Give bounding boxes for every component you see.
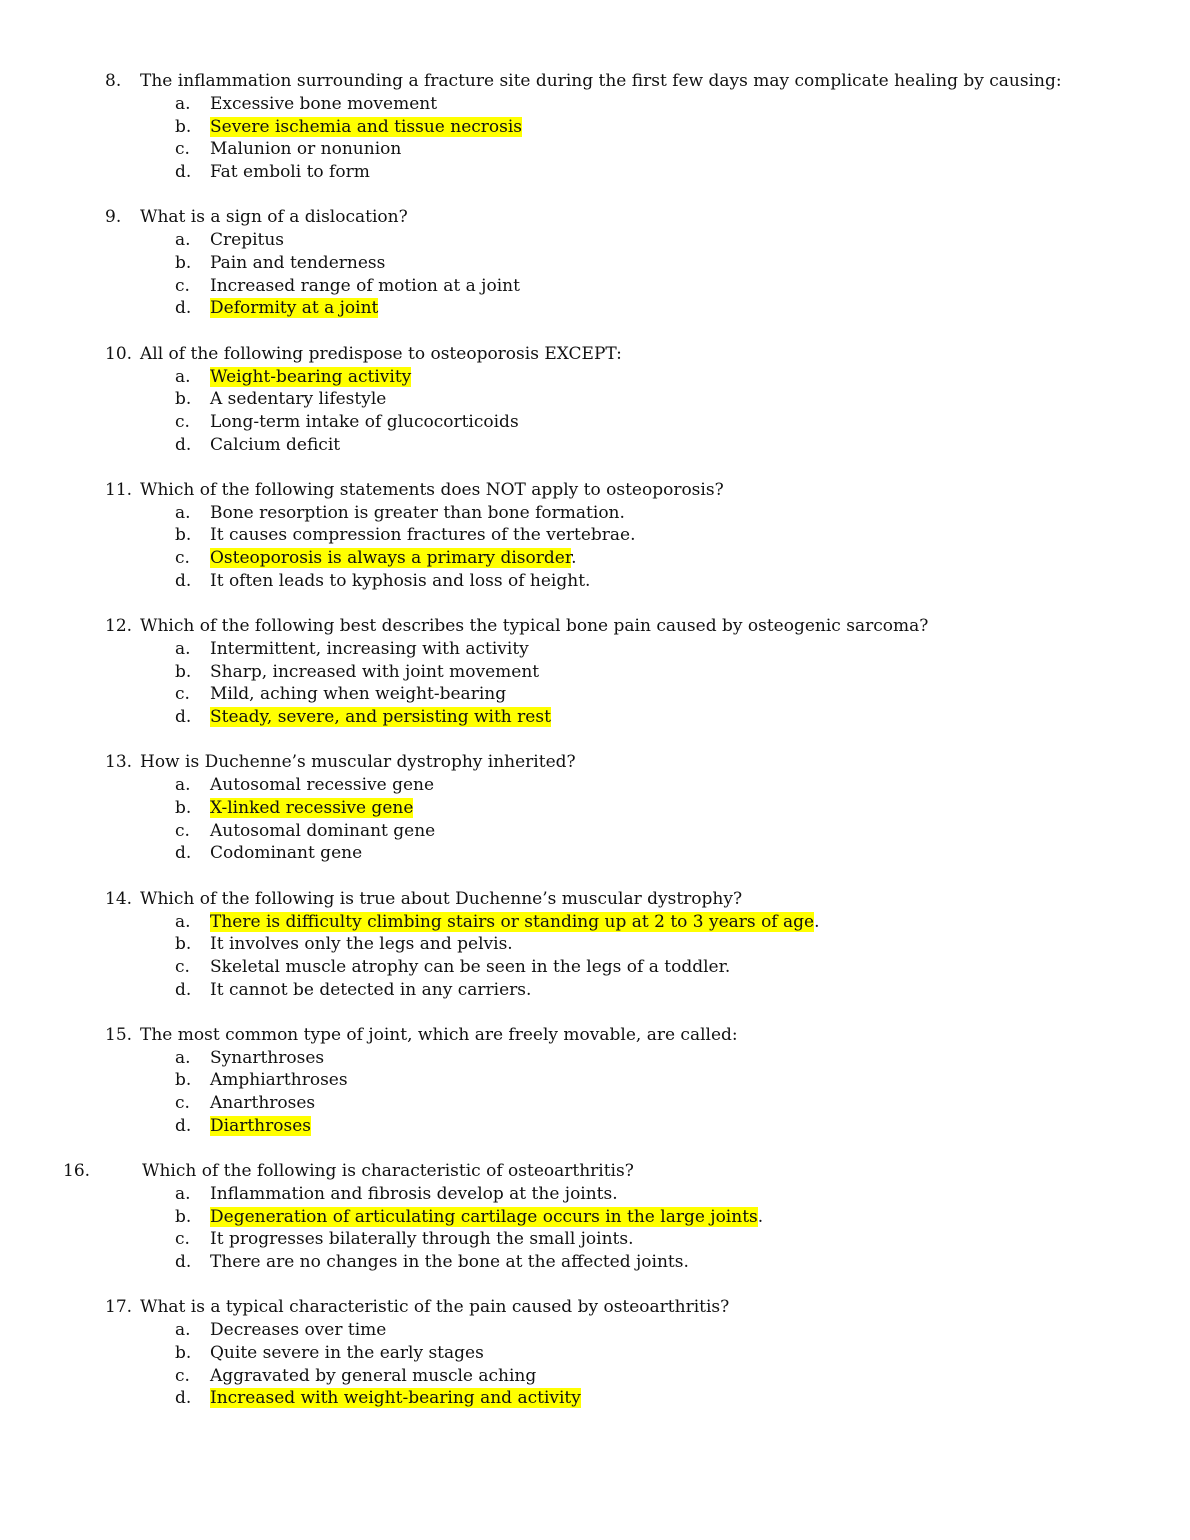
highlighted-answer-text: Steady, severe, and persisting with rest bbox=[210, 707, 551, 728]
option-text-wrap bbox=[210, 138, 401, 161]
highlighted-answer-text: Weight-bearing activity bbox=[210, 366, 412, 387]
option-text-wrap bbox=[210, 1365, 536, 1388]
highlighted-answer-text: Osteoporosis is always a primary disorder bbox=[210, 548, 572, 569]
option-text-tail: . bbox=[571, 548, 577, 569]
question-line bbox=[0, 751, 1190, 774]
answer-option bbox=[0, 297, 1190, 320]
answer-option bbox=[0, 820, 1190, 843]
question-text: Which of the following is true about Duchenne’s muscular dystrophy? bbox=[140, 888, 743, 909]
option-text: Anarthroses bbox=[210, 1093, 316, 1114]
question-block bbox=[0, 1296, 1190, 1410]
question-block bbox=[0, 206, 1190, 320]
option-text-wrap bbox=[210, 1047, 324, 1070]
answer-option bbox=[0, 116, 1190, 139]
answer-option bbox=[0, 434, 1190, 457]
option-letter: a. bbox=[175, 1047, 191, 1068]
option-letter: a. bbox=[175, 502, 191, 523]
option-text: Excessive bone movement bbox=[210, 94, 438, 114]
option-text: Long-term intake of glucocorticoids bbox=[210, 411, 519, 432]
option-letter: c. bbox=[175, 275, 190, 296]
option-letter: c. bbox=[175, 139, 190, 160]
option-letter: b. bbox=[175, 389, 192, 410]
option-letter: b. bbox=[175, 661, 192, 682]
option-text-wrap bbox=[210, 411, 519, 434]
question-block bbox=[0, 343, 1190, 457]
option-text: Decreases over time bbox=[210, 1320, 387, 1341]
question-number: 10. bbox=[105, 343, 133, 364]
option-text-wrap bbox=[210, 706, 551, 729]
question-text: All of the following predispose to osteoporosis EXCEPT: bbox=[140, 343, 622, 364]
highlighted-answer-text: There is difficulty climbing stairs or standing up at 2 to 3 years of age bbox=[210, 911, 815, 932]
option-letter: b. bbox=[175, 797, 192, 818]
question-block bbox=[0, 1160, 1190, 1274]
option-letter: d. bbox=[175, 162, 192, 183]
answer-option bbox=[0, 1387, 1190, 1410]
option-text: Sharp, increased with joint movement bbox=[210, 661, 540, 682]
option-text: Fat emboli to form bbox=[210, 162, 370, 183]
option-letter: a. bbox=[175, 1184, 191, 1204]
question-block bbox=[0, 888, 1190, 1002]
option-letter: d. bbox=[175, 1115, 192, 1136]
option-text: Autosomal recessive gene bbox=[210, 775, 435, 796]
answer-option bbox=[0, 842, 1190, 865]
option-letter: d. bbox=[175, 843, 192, 864]
question-text: Which of the following best describes the typical bone pain caused by osteogenic sarcoma? bbox=[140, 616, 929, 636]
option-letter: c. bbox=[175, 1229, 190, 1250]
option-text: Autosomal dominant gene bbox=[210, 820, 436, 841]
option-text: Inflammation and fibrosis develop at the joints. bbox=[210, 1184, 618, 1204]
option-text-wrap bbox=[210, 524, 636, 547]
option-text: Codominant gene bbox=[210, 843, 363, 864]
option-letter: b. bbox=[175, 252, 192, 273]
option-letter: c. bbox=[175, 820, 190, 841]
option-text-wrap bbox=[210, 252, 385, 275]
option-text-wrap bbox=[210, 956, 730, 979]
question-block bbox=[0, 615, 1190, 729]
option-text-wrap bbox=[210, 116, 522, 139]
option-text-wrap bbox=[210, 842, 362, 865]
option-letter: c. bbox=[175, 411, 190, 432]
answer-option bbox=[0, 911, 1190, 934]
option-text: Crepitus bbox=[210, 230, 285, 251]
option-text: It involves only the legs and pelvis. bbox=[210, 934, 513, 955]
answer-option bbox=[0, 366, 1190, 389]
option-letter: d. bbox=[175, 434, 192, 455]
option-text: Mild, aching when weight-bearing bbox=[210, 684, 507, 705]
option-text-wrap bbox=[210, 297, 378, 320]
answer-option bbox=[0, 502, 1190, 525]
answer-option bbox=[0, 1206, 1190, 1229]
option-text: A sedentary lifestyle bbox=[210, 389, 387, 410]
option-letter: b. bbox=[175, 116, 192, 137]
option-text-wrap bbox=[210, 1069, 348, 1092]
option-letter: d. bbox=[175, 298, 192, 319]
question-number: 13. bbox=[105, 752, 133, 773]
question-text: Which of the following is characteristic of osteoarthritis? bbox=[142, 1161, 634, 1181]
question-number: 16. bbox=[63, 1161, 91, 1181]
question-text: The inflammation surrounding a fracture site during the first few days may complicate healing by causing: bbox=[140, 71, 1062, 91]
option-text-wrap bbox=[210, 547, 577, 570]
option-text-wrap bbox=[210, 434, 340, 457]
option-text-wrap bbox=[210, 911, 819, 934]
option-letter: a. bbox=[175, 230, 191, 251]
answer-option bbox=[0, 93, 1190, 116]
answer-option bbox=[0, 547, 1190, 570]
option-letter: d. bbox=[175, 1388, 192, 1409]
answer-option bbox=[0, 1319, 1190, 1342]
option-text: There are no changes in the bone at the affected joints. bbox=[210, 1252, 689, 1273]
answer-option bbox=[0, 388, 1190, 411]
option-text-wrap bbox=[210, 93, 437, 116]
answer-option bbox=[0, 1115, 1190, 1138]
option-text: Pain and tenderness bbox=[210, 252, 386, 273]
option-text-wrap bbox=[210, 275, 520, 298]
highlighted-answer-text: Increased with weight-bearing and activity bbox=[210, 1388, 581, 1409]
option-letter: d. bbox=[175, 1252, 192, 1273]
question-block bbox=[0, 70, 1190, 184]
question-line bbox=[0, 615, 1190, 638]
option-text-wrap bbox=[210, 1092, 315, 1115]
option-letter: c. bbox=[175, 956, 190, 977]
option-text: Calcium deficit bbox=[210, 434, 341, 455]
answer-option bbox=[0, 774, 1190, 797]
answer-option bbox=[0, 524, 1190, 547]
option-text-wrap bbox=[210, 683, 506, 706]
option-letter: b. bbox=[175, 1206, 192, 1227]
answer-option bbox=[0, 933, 1190, 956]
option-text-wrap bbox=[210, 1342, 484, 1365]
option-text: Synarthroses bbox=[210, 1047, 325, 1068]
answer-option bbox=[0, 1047, 1190, 1070]
option-text: It cannot be detected in any carriers. bbox=[210, 979, 532, 1000]
option-letter: a. bbox=[175, 366, 191, 387]
question-line bbox=[0, 206, 1190, 229]
question-list bbox=[0, 70, 1190, 1433]
question-line bbox=[0, 70, 1190, 93]
question-number: 12. bbox=[105, 616, 133, 636]
option-letter: c. bbox=[175, 1093, 190, 1114]
question-line bbox=[0, 479, 1190, 502]
question-number: 17. bbox=[105, 1297, 133, 1318]
option-text-wrap bbox=[210, 229, 284, 252]
option-text: It progresses bilaterally through the small joints. bbox=[210, 1229, 634, 1250]
option-text-wrap bbox=[210, 774, 434, 797]
option-letter: d. bbox=[175, 707, 192, 728]
option-letter: a. bbox=[175, 1320, 191, 1341]
answer-option bbox=[0, 1183, 1190, 1206]
option-letter: b. bbox=[175, 934, 192, 955]
option-letter: b. bbox=[175, 1070, 192, 1091]
option-letter: b. bbox=[175, 1342, 192, 1363]
option-letter: c. bbox=[175, 1365, 190, 1386]
question-number: 8. bbox=[105, 71, 122, 91]
option-text: Amphiarthroses bbox=[210, 1070, 348, 1091]
option-text-wrap bbox=[210, 661, 539, 684]
highlighted-answer-text: Deformity at a joint bbox=[210, 298, 379, 319]
option-text-wrap bbox=[210, 161, 370, 184]
answer-option bbox=[0, 411, 1190, 434]
highlighted-answer-text: Diarthroses bbox=[210, 1115, 311, 1136]
option-letter: a. bbox=[175, 639, 191, 659]
answer-option bbox=[0, 797, 1190, 820]
option-text-wrap bbox=[210, 388, 386, 411]
option-letter: c. bbox=[175, 684, 190, 705]
answer-option bbox=[0, 275, 1190, 298]
option-text: It often leads to kyphosis and loss of height. bbox=[210, 570, 591, 591]
answer-option bbox=[0, 956, 1190, 979]
answer-option bbox=[0, 161, 1190, 184]
option-text-wrap bbox=[210, 1387, 581, 1410]
option-text-wrap bbox=[210, 933, 513, 956]
answer-option bbox=[0, 683, 1190, 706]
question-number: 11. bbox=[105, 479, 133, 500]
answer-option bbox=[0, 706, 1190, 729]
answer-option bbox=[0, 229, 1190, 252]
question-line bbox=[0, 343, 1190, 366]
question-text: The most common type of joint, which are freely movable, are called: bbox=[140, 1024, 738, 1045]
option-text: Skeletal muscle atrophy can be seen in the legs of a toddler. bbox=[210, 956, 731, 977]
option-letter: b. bbox=[175, 525, 192, 546]
answer-option bbox=[0, 1251, 1190, 1274]
question-line bbox=[0, 1296, 1190, 1319]
question-text: How is Duchenne’s muscular dystrophy inherited? bbox=[140, 752, 576, 773]
option-text: It causes compression fractures of the vertebrae. bbox=[210, 525, 636, 546]
answer-option bbox=[0, 979, 1190, 1002]
question-line bbox=[0, 1160, 1190, 1183]
answer-option bbox=[0, 1069, 1190, 1092]
highlighted-answer-text: Degeneration of articulating cartilage occurs in the large joints bbox=[210, 1206, 758, 1227]
question-text: Which of the following statements does NOT apply to osteoporosis? bbox=[140, 479, 724, 500]
question-text: What is a sign of a dislocation? bbox=[140, 207, 408, 228]
question-block bbox=[0, 751, 1190, 865]
question-number: 14. bbox=[105, 888, 133, 909]
answer-option bbox=[0, 1092, 1190, 1115]
option-text-wrap bbox=[210, 638, 529, 661]
option-text-wrap bbox=[210, 1115, 311, 1138]
option-letter: a. bbox=[175, 94, 191, 114]
option-text-wrap bbox=[210, 1319, 386, 1342]
answer-option bbox=[0, 661, 1190, 684]
option-text: Quite severe in the early stages bbox=[210, 1342, 484, 1363]
answer-option bbox=[0, 1342, 1190, 1365]
option-text: Aggravated by general muscle aching bbox=[210, 1365, 537, 1386]
option-letter: c. bbox=[175, 548, 190, 569]
question-line bbox=[0, 888, 1190, 911]
question-number: 15. bbox=[105, 1024, 133, 1045]
option-text-wrap bbox=[210, 820, 435, 843]
answer-option bbox=[0, 138, 1190, 161]
option-text: Malunion or nonunion bbox=[210, 139, 402, 160]
answer-option bbox=[0, 1228, 1190, 1251]
option-letter: a. bbox=[175, 911, 191, 932]
question-block bbox=[0, 1024, 1190, 1138]
option-text-wrap bbox=[210, 797, 413, 820]
option-text: Intermittent, increasing with activity bbox=[210, 639, 529, 659]
answer-option bbox=[0, 638, 1190, 661]
question-line bbox=[0, 1024, 1190, 1047]
option-letter: d. bbox=[175, 570, 192, 591]
option-text-tail: . bbox=[814, 911, 820, 932]
question-number: 9. bbox=[105, 207, 122, 228]
answer-option bbox=[0, 252, 1190, 275]
option-text-wrap bbox=[210, 1251, 689, 1274]
highlighted-answer-text: X-linked recessive gene bbox=[210, 797, 414, 818]
question-text: What is a typical characteristic of the pain caused by osteoarthritis? bbox=[140, 1297, 730, 1318]
highlighted-answer-text: Severe ischemia and tissue necrosis bbox=[210, 116, 523, 137]
answer-option bbox=[0, 1365, 1190, 1388]
option-text-tail: . bbox=[757, 1206, 764, 1227]
option-letter: d. bbox=[175, 979, 192, 1000]
option-text-wrap bbox=[210, 502, 625, 525]
option-text: Increased range of motion at a joint bbox=[210, 275, 520, 296]
answer-option bbox=[0, 570, 1190, 593]
option-text-wrap bbox=[210, 366, 411, 389]
option-text: Bone resorption is greater than bone formation. bbox=[210, 502, 625, 523]
option-letter: a. bbox=[175, 775, 191, 796]
option-text-wrap bbox=[210, 1206, 763, 1229]
option-text-wrap bbox=[210, 1228, 634, 1251]
option-text-wrap bbox=[210, 979, 531, 1002]
option-text-wrap bbox=[210, 1183, 618, 1206]
question-block bbox=[0, 479, 1190, 593]
option-text-wrap bbox=[210, 570, 590, 593]
